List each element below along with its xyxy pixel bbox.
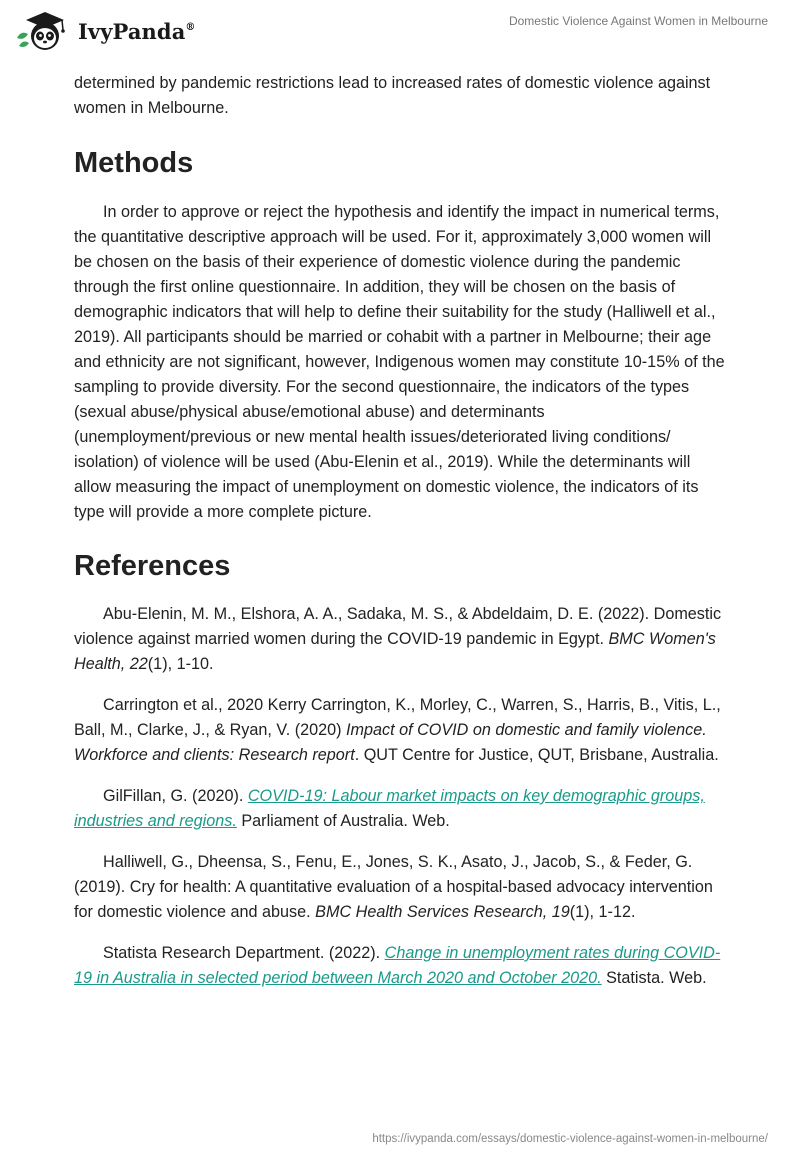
reference-item: GilFillan, G. (2020). COVID-19: Labour market impacts on key demographic groups, industries and regions. Parliament of Australia. Web. (74, 787, 705, 830)
ivypanda-logo[interactable] (14, 8, 196, 54)
methods-heading: Methods (74, 147, 194, 179)
methods-paragraph: In order to approve or reject the hypothesis and identify the impact in numerical terms, the quantitative descriptive approach will be used. For it, approximately 3,000 women will be chosen on the basis of their experience of domestic violence during the pandemic through the first online questionnaire. In addition, they will be chosen on the basis of demographic indicators that will help to define their suitability for the study (Halliwell et al., 2019). All participants should be married or cohabit with a partner in Melbourne; their age and ethnicity are not significant, however, Indigenous women may constitute 10-15% of the sampling to provide diversity. For the second questionnaire, the indicators of the types (sexual abuse/physical abuse/emotional abuse) and determinants (unemployment/previous or new mental health issues/deteriorated living conditions/ isolation) of violence will be used (Abu-Elenin et al., 2019). While the determinants will allow measuring the impact of unemployment on domestic violence, the indicators of its type will provide a more complete picture. (74, 203, 725, 521)
reference-link[interactable]: Change in unemployment rates during COVID-19 in Australia in selected period between March 2020 and October 2020. (74, 944, 721, 987)
page-url-footer: https://ivypanda.com/essays/domestic-violence-against-women-in-melbourne/ (372, 1133, 768, 1145)
reference-item: Carrington et al., 2020 Kerry Carrington, K., Morley, C., Warren, S., Harris, B., Vitis, L., Ball, M., Clarke, J., & Ryan, V. (2020) Impact of COVID on domestic and family violence. Workforce and clients: Research report. QUT Centre for Justice, QUT, Brisbane, Australia. (74, 696, 721, 764)
page-header (0, 0, 800, 64)
reference-link[interactable]: COVID-19: Labour market impacts on key demographic groups, industries and regions. (74, 787, 705, 830)
essay-content (74, 71, 726, 1007)
reference-item: Abu-Elenin, M. M., Elshora, A. A., Sadaka, M. S., & Abdeldaim, D. E. (2022). Domestic violence against married women during the COVID-19 pandemic in Egypt. BMC Women's Health, 22(1), 1-10. (74, 605, 722, 673)
panda-graduate-icon (14, 8, 74, 54)
reference-item: Halliwell, G., Dheensa, S., Fenu, E., Jones, S. K., Asato, J., Jacob, S., & Feder, G. (2019). Cry for health: A quantitative evaluation of a hospital-based advocacy intervention for domestic violence and abuse. BMC Health Services Research, 19(1), 1-12. (74, 853, 713, 921)
reference-item: Statista Research Department. (2022). Change in unemployment rates during COVID-19 in Australia in selected period between March 2020 and October 2020. Statista. Web. (74, 944, 721, 987)
references-heading: References (74, 550, 231, 582)
brand-name: IvyPanda® (78, 18, 196, 44)
document-title: Domestic Violence Against Women in Melbourne (508, 14, 768, 28)
intro-paragraph: determined by pandemic restrictions lead to increased rates of domestic violence against women in Melbourne. (74, 74, 711, 117)
